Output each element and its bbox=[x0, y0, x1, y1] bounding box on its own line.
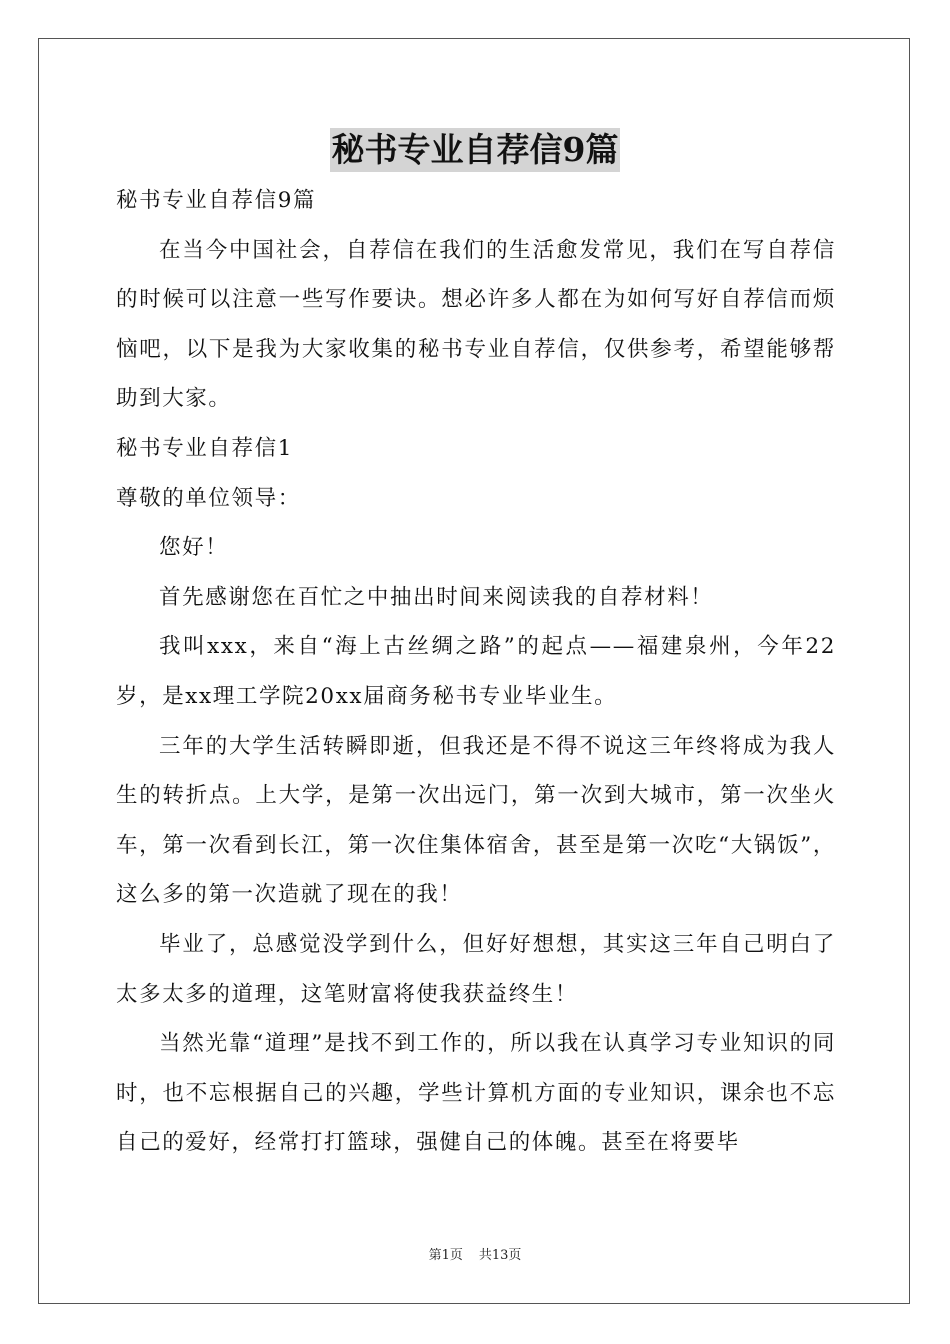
paragraph-9: 当然光靠“道理”是找不到工作的，所以我在认真学习专业知识的同时，也不忘根据自己的兴趣，学些计算机方面的专业知识，课余也不忘自己的爱好，经常打打篮球，强健自己的体魄。甚至在将要毕 bbox=[116, 1031, 836, 1156]
paragraph-1: 在当今中国社会，自荐信在我们的生活愈发常见，我们在写自荐信的时候可以注意一些写作要诀。想必许多人都在为如何写好自荐信而烦恼吧，以下是我为大家收集的秘书专业自荐信，仅供参考，希望能够帮助到大家。 bbox=[116, 237, 836, 412]
document-title: 秘书专业自荐信9篇 bbox=[330, 128, 621, 172]
paragraph-0: 秘书专业自荐信9篇 bbox=[116, 188, 317, 213]
paragraph-5: 首先感谢您在百忙之中抽出时间来阅读我的自荐材料！ bbox=[159, 584, 714, 610]
paragraph-3: 尊敬的单位领导： bbox=[116, 485, 301, 511]
page-total: 共13页 bbox=[478, 1248, 522, 1263]
paragraph-8: 毕业了，总感觉没学到什么，但好好想想，其实这三年自己明白了太多太多的道理，这笔财富将使我获益终生！ bbox=[116, 931, 836, 1007]
page-number: 第1页 bbox=[428, 1248, 463, 1263]
paragraph-7: 三年的大学生活转瞬即逝，但我还是不得不说这三年终将成为我人生的转折点。上大学，是第一次出远门，第一次到大城市，第一次坐火车，第一次看到长江，第一次住集体宿舍，甚至是第一次吃“大锅饭”，这么多的第一次造就了现在的我！ bbox=[116, 733, 836, 908]
paragraph-6: 我叫xxx，来自“海上古丝绸之路”的起点——福建泉州，今年22岁，是xx理工学院20xx届商务秘书专业毕业生。 bbox=[116, 634, 836, 709]
title-wrap bbox=[0, 128, 950, 172]
paragraph-4: 您好！ bbox=[159, 535, 229, 561]
paragraph-2: 秘书专业自荐信1 bbox=[116, 435, 293, 461]
page-footer bbox=[0, 1247, 950, 1265]
document-body bbox=[116, 176, 836, 1168]
